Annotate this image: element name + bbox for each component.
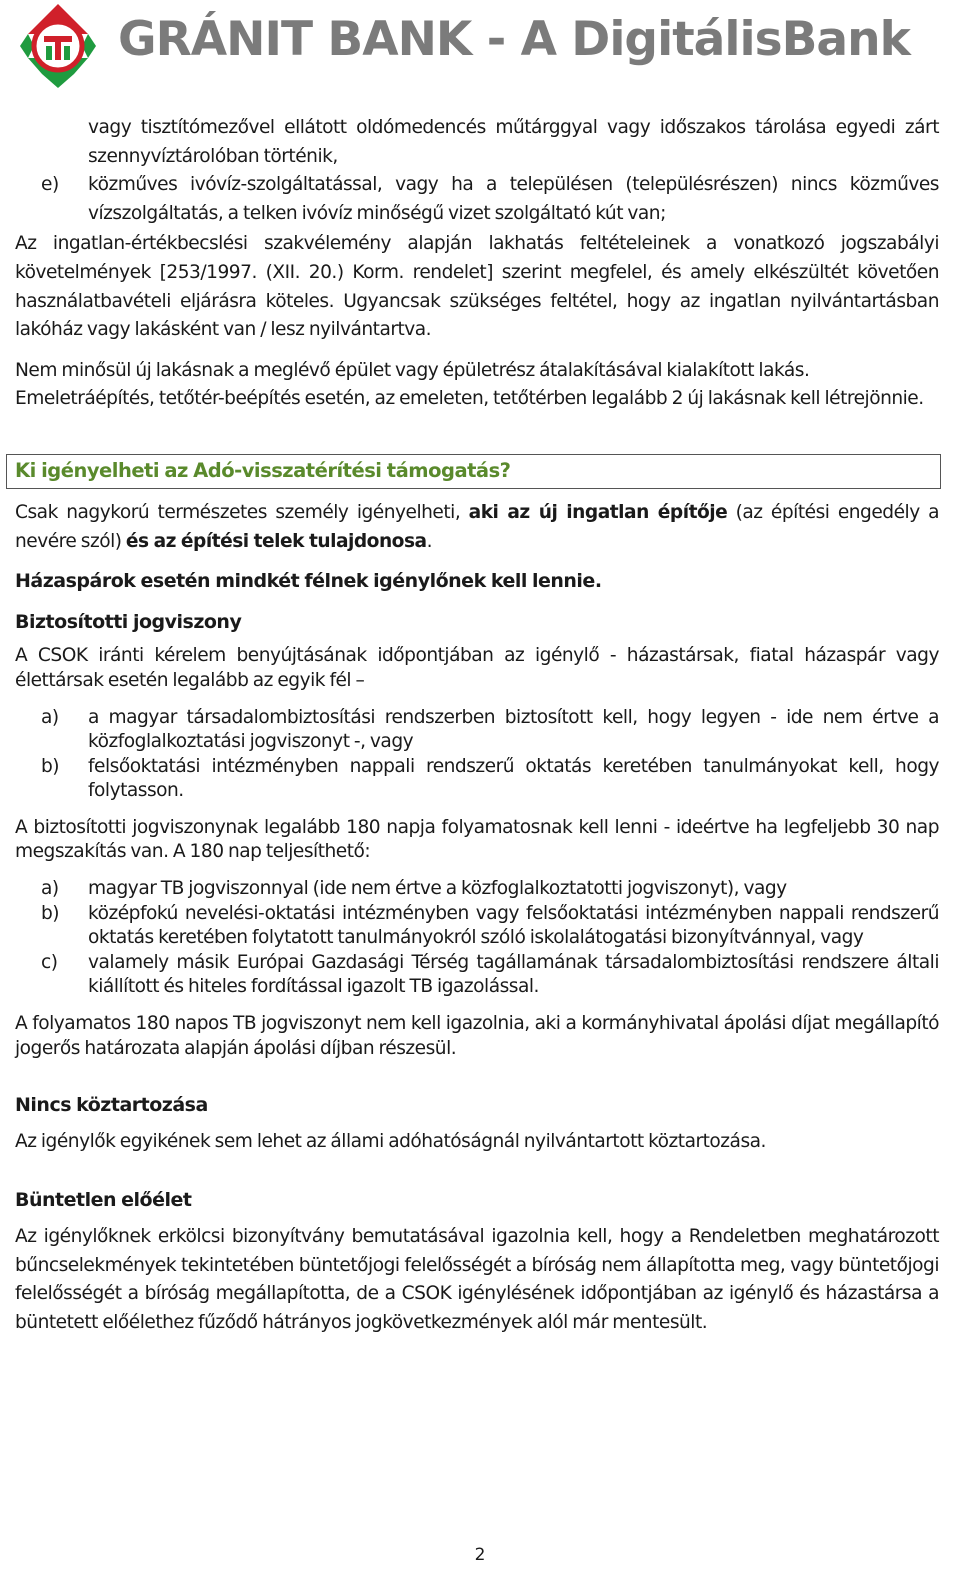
- debt-text: Az igénylők egyikének sem lehet az állami adóhatóságnál nyilvántartott köztartozása.: [15, 1130, 766, 1152]
- list-item-text: felsőoktatási intézményben nappali rendszerű oktatás keretében tanulmányokat kell, hogy folytasson.: [88, 755, 939, 802]
- list-marker: c): [41, 951, 58, 973]
- list-marker: a): [41, 706, 59, 728]
- list-item: [15, 877, 939, 902]
- list-marker: a): [41, 878, 59, 900]
- couples-requirement: Házaspárok esetén mindkét félnek igénylőnek kell lennie.: [15, 570, 602, 593]
- list-item: [15, 902, 939, 951]
- not-new-apartment-line: Nem minősül új lakásnak a meglévő épület vagy épületrész átalakításával kialakított lakás.: [15, 359, 810, 381]
- bank-name: GRÁNIT BANK - A DigitálisBank: [118, 12, 910, 67]
- granit-bank-logo-icon: [14, 2, 102, 90]
- eligibility-bold-builder: aki az új ingatlan építője: [468, 501, 728, 523]
- list-item-text: közműves ivóvíz-szolgáltatással, vagy ha a településen (településrészen) nincs közműves vízszolgáltatás, a telken ivóvíz minőségű vizet szolgáltató kút van;: [88, 174, 939, 224]
- insurance-heading: Biztosítotti jogviszony: [15, 610, 242, 633]
- list-item-text: magyar TB jogviszonnyal (ide nem értve a közfoglalkoztatotti jogviszonyt), vagy: [88, 878, 787, 900]
- list-item-text: valamely másik Európai Gazdasági Térség tagállamának társadalombiztosítási rendszere általi kiállított és hiteles fordítással igazolt TB igazolással.: [88, 951, 939, 998]
- insurance-180-days: A biztosítotti jogviszonynak legalább 180 napja folyamatosnak kell lenni - ideértve ha legfeljebb 30 nap megszakítás van. A 180 nap teljesíthető:: [15, 816, 939, 863]
- list-item-text: a magyar társadalombiztosítási rendszerben biztosított kell, hogy legyen - ide nem értve a közfoglalkoztatási jogviszonyt -, vagy: [88, 706, 939, 753]
- list-item: [15, 755, 939, 804]
- list-item-text: középfokú nevelési-oktatási intézményben vagy felsőoktatási intézményben nappali rendszerű oktatás keretében folytatott tanulmányokról szóló iskolalátogatási bizonyítvánnyal, vagy: [88, 902, 939, 949]
- eligibility-bold-owner: és az építési telek tulajdonosa: [125, 530, 427, 552]
- insurance-list: [15, 706, 939, 804]
- attic-construction-line: Emeletráépítés, tetőtér-beépítés esetén, az emeleten, tetőtérben legalább 2 új lakásnak kell létrejönnie.: [15, 388, 924, 410]
- page-header: [0, 0, 960, 100]
- debt-heading: Nincs köztartozása: [15, 1094, 208, 1117]
- eligibility-text: Csak nagykorú természetes személy igényelheti,: [15, 501, 469, 523]
- list-marker: b): [41, 755, 60, 777]
- record-text: Az igénylőknek erkölcsi bizonyítvány bemutatásával igazolnia kell, hogy a Rendeletben meghatározott bűncselekmények tekintetében büntetőjogi felelősségét a bíróság nem állapította meg, vagy büntetőjogi felelősségét a bíróság megállapította, de a CSOK igénylésének időpontjában az igénylő és házastársa a büntetett előélethez fűződő hátrányos jogkövetkezmények alól már mentesült.: [15, 1226, 939, 1333]
- list-marker: e): [41, 174, 59, 196]
- section-title: Ki igényelheti az Adó-visszatérítési támogatás?: [15, 458, 511, 482]
- list-item-e: [15, 171, 939, 228]
- list-continuation-d: vagy tisztítómezővel ellátott oldómedencés műtárggyal vagy időszakos tárolása egyedi zárt szennyvíztárolóban történik,: [88, 117, 939, 167]
- eligibility-paragraph: [15, 499, 939, 556]
- page-number: 2: [474, 1545, 486, 1565]
- insurance-intro: A CSOK iránti kérelem benyújtásának időpontjában az igénylő - házastársak, fiatal házaspár vagy élettársak esetén legalább az egyik fél –: [15, 645, 939, 691]
- insurance-180-list: [15, 877, 939, 1000]
- eligibility-text-3: .: [426, 530, 432, 552]
- nursing-allowance-note: A folyamatos 180 napos TB jogviszonyt nem kell igazolnia, aki a kormányhivatal ápolási díjat megállapító jogerős határozata alapján ápolási díjban részesül.: [15, 1013, 939, 1059]
- list-item: [15, 951, 939, 1000]
- document-body: [15, 114, 939, 1337]
- appraisal-paragraph: Az ingatlan-értékbecslési szakvélemény alapján lakhatás feltételeinek a vonatkozó jogszabályi követelmények [253/1997. (XII. 20.) Korm. rendelet] szerint megfelel, és amely elkészültét követően használatbavételi eljárásra köteles. Ugyancsak szükséges feltétel, hogy az ingatlan nyilvántartásban lakóház vagy lakásként van / lesz nyilvántartva.: [15, 233, 939, 341]
- eligibility-text-2: (az építési engedély a nevére szól): [15, 501, 939, 552]
- list-item: [15, 706, 939, 755]
- section-title-box: [6, 454, 941, 489]
- list-marker: b): [41, 902, 60, 924]
- record-heading: Büntetlen előélet: [15, 1189, 192, 1212]
